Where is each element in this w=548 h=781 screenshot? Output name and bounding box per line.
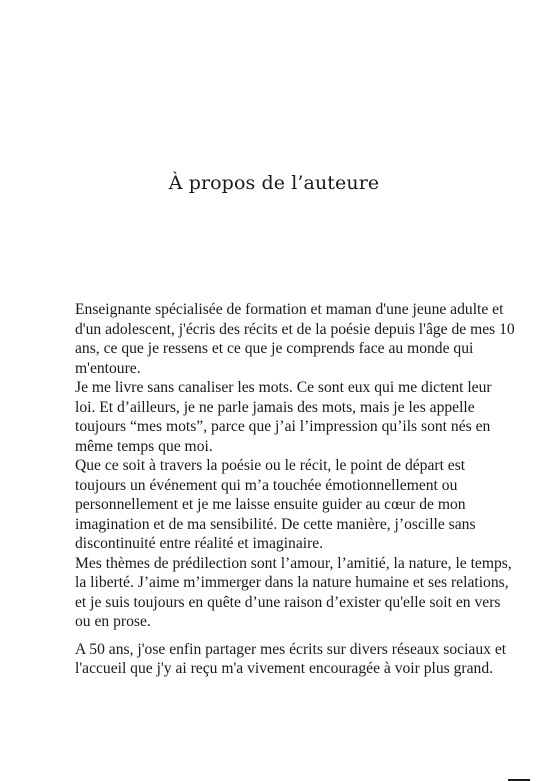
bio-paragraph-5: A 50 ans, j'ose enfin partager mes écrits sur divers réseaux sociaux et l'accueil que j'y ai reçu m'a vivement encouragée à voir plus grand. [75,640,507,677]
bio-paragraph-2: Je me livre sans canaliser les mots. Ce sont eux qui me dictent leur loi. Et d’ailleurs, je ne parle jamais des mots, mais je les appelle toujours “mes mots”, parce que j’ai l’impression qu’ils sont nés en même temps que moi. [75,379,492,455]
author-bio [75,300,515,679]
bio-paragraph-4: Mes thèmes de prédilection sont l’amour, l’amitié, la nature, le temps, la liberté. J’aime m’immerger dans la nature humaine et ses relations, et je suis toujours en quête d’une raison d’exister qu'elle soit en vers ou en prose. [75,554,512,630]
bio-paragraph-3: Que ce soit à travers la poésie ou le récit, le point de départ est toujours un événement qui m’a touchée émotionnellement ou personnellement et je me laisse ensuite guider au cœur de mon imagination et de ma sensibilité. De cette manière, j’oscille sans discontinuité entre réalité et imaginaire. [75,457,476,552]
page-title: À propos de l’auteure [168,172,380,194]
bio-paragraph-1: Enseignante spécialisée de formation et maman d'une jeune adulte et d'un adolescent, j'écris des récits et de la poésie depuis l'âge de mes 10 ans, ce que je ressens et ce que je comprends face au monde qui m'entoure. [75,301,515,377]
